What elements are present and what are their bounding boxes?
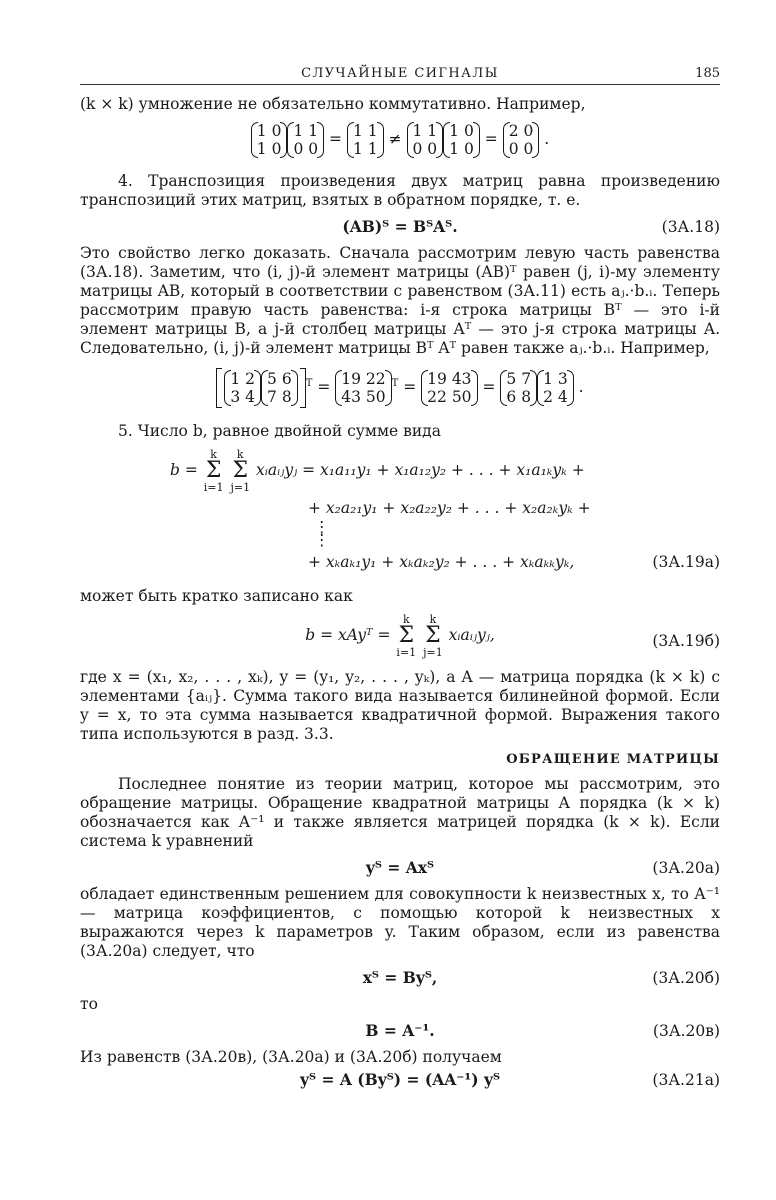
example-commutativity: 1 0 1 0 1 1 0 0 = 1 1 1 1 ≠ 1 1 0 0 1 0 1 0 = 2 0 0 0 .	[80, 122, 720, 158]
equation-3a20b: xᵀ = Byᵀ, (3А.20б)	[362, 968, 720, 987]
matrix: 19 22 43 50	[335, 370, 391, 406]
running-header	[80, 62, 720, 85]
equation-3a18: (AB)ᵀ = BᵀAᵀ. (3А.18)	[342, 217, 720, 236]
equals-sign: =	[329, 130, 343, 148]
example-transpose: 1 2 3 4 5 6 7 8 $^T$ = 19 22 43 50 $^T$ = 19 43 22 50 = 5 7 6 8 1 3 2 4 .	[80, 368, 720, 408]
matrix: 1 1 0 0	[407, 122, 444, 158]
equation-label: (3А.20в)	[652, 1022, 720, 1040]
paragraph-6: где x = (x₁, x₂, . . . , xₖ), y = (y₁, y₂, . . . , yₖ), а A — матрица порядка (k × k) с элементами {aᵢⱼ}. Сумма такого вида называется билинейной формой. Если y = x, то эта сумма называется квадратичной формой. Выражения такого типа используются в разд. 3.3.	[80, 668, 720, 743]
equation-3a21a: yᵀ = A (Byᵀ) = (AA⁻¹) yᵀ (3А.21а)	[300, 1070, 720, 1089]
matrix: 1 1 1 1	[347, 122, 384, 158]
matrix: 5 6 7 8	[261, 370, 298, 406]
matrix: 1 0 1 0	[443, 122, 480, 158]
matrix: 1 3 2 4	[537, 370, 574, 406]
page	[80, 62, 720, 1097]
matrix: 1 1 0 0	[287, 122, 324, 158]
equals-sign: =	[484, 130, 498, 148]
paragraph-2: 4. Транспозиция произведения двух матриц равна произведению транспозиций этих матриц, взятых в обратном порядке, т. е.	[80, 172, 720, 209]
header-title: СЛУЧАЙНЫЕ СИГНАЛЫ	[301, 66, 499, 81]
section-heading: ОБРАЩЕНИЕ МАТРИЦЫ	[506, 752, 720, 767]
paragraph-5: может быть кратко записано как	[80, 587, 353, 605]
paragraph-10: Из равенств (3А.20в), (3А.20а) и (3А.20б) получаем	[80, 1048, 502, 1066]
equation-label: (3А.20а)	[652, 859, 720, 877]
sum-symbol: k Σ i=1	[396, 613, 417, 659]
paragraph-8: обладает единственным решением для совокупности k неизвестных x, то A⁻¹ — матрица коэффициентов, с помощью которой k неизвестных x выражаются через k параметров y. Таким образом, если из равенства (3А.20а) следует, что	[80, 885, 720, 960]
matrix: 2 0 0 0	[503, 122, 540, 158]
equation-label: (3А.21а)	[652, 1071, 720, 1089]
sum-symbol: k Σ j=1	[423, 613, 443, 659]
equation-3a19b: b = xAyᵀ = k Σ i=1 k Σ j=1 xᵢaᵢⱼyⱼ, (3А.19б)	[305, 613, 720, 659]
equation-label: (3А.18)	[661, 218, 720, 236]
equation-label: (3А.19б)	[652, 632, 720, 650]
equation-3a19a: b = k Σ i=1 k Σ j=1 xᵢaᵢⱼyⱼ = x₁a₁₁y₁ + x₁a₁₂y₂ + . . . + x₁a₁ₖyₖ + + x₂a₂₁y₁ + x₂a₂₂y₂ + . . . + x₂a₂ₖyₖ + ⋮ ⋮ + xₖaₖ₁y₁ + xₖaₖ₂y₂ + . . . + xₖaₖₖyₖ, (3А.19а)	[170, 448, 720, 571]
matrix: 19 43 22 50	[421, 370, 477, 406]
matrix: 1 0 1 0	[251, 122, 288, 158]
matrix: 1 2 3 4	[224, 370, 261, 406]
paragraph-4: 5. Число b, равное двойной сумме вида	[118, 422, 441, 440]
paragraph-3: Это свойство легко доказать. Сначала рассмотрим левую часть равенства (3А.18). Заметим, что (i, j)-й элемент матрицы (AB)ᵀ равен (j, i)-му элементу матрицы AB, который в соответствии с равенством (3А.11) есть aⱼ.·b.ᵢ. Теперь рассмотрим правую часть равенства: i-я строка матрицы Bᵀ — это i-й элемент матрицы B, а j-й столбец матрицы Aᵀ — это j-я строка матрицы A. Следовательно, (i, j)-й элемент матрицы Bᵀ Aᵀ равен также aⱼ.·b.ᵢ. Например,	[80, 244, 720, 357]
sum-symbol: k Σ j=1	[230, 448, 251, 494]
page-number: 185	[695, 66, 720, 81]
sum-symbol: k Σ i=1	[203, 448, 224, 494]
matrix: 5 7 6 8	[500, 370, 537, 406]
equation-3a20a: yᵀ = Axᵀ (3А.20а)	[365, 858, 720, 877]
bracket-group	[216, 368, 305, 408]
paragraph-1: (k × k) умножение не обязательно коммутативно. Например,	[80, 95, 586, 113]
paragraph-9: то	[80, 995, 98, 1013]
equation-label: (3А.19а)	[652, 553, 720, 571]
equation-3a20v: B = A⁻¹. (3А.20в)	[365, 1021, 720, 1040]
paragraph-7: Последнее понятие из теории матриц, которое мы рассмотрим, это обращение матрицы. Обращение квадратной матрицы A порядка (k × k) обозначается как A⁻¹ и также является матрицей порядка (k × k). Если система k уравнений	[80, 775, 720, 850]
not-equals-sign: ≠	[388, 130, 402, 148]
equation-label: (3А.20б)	[652, 969, 720, 987]
